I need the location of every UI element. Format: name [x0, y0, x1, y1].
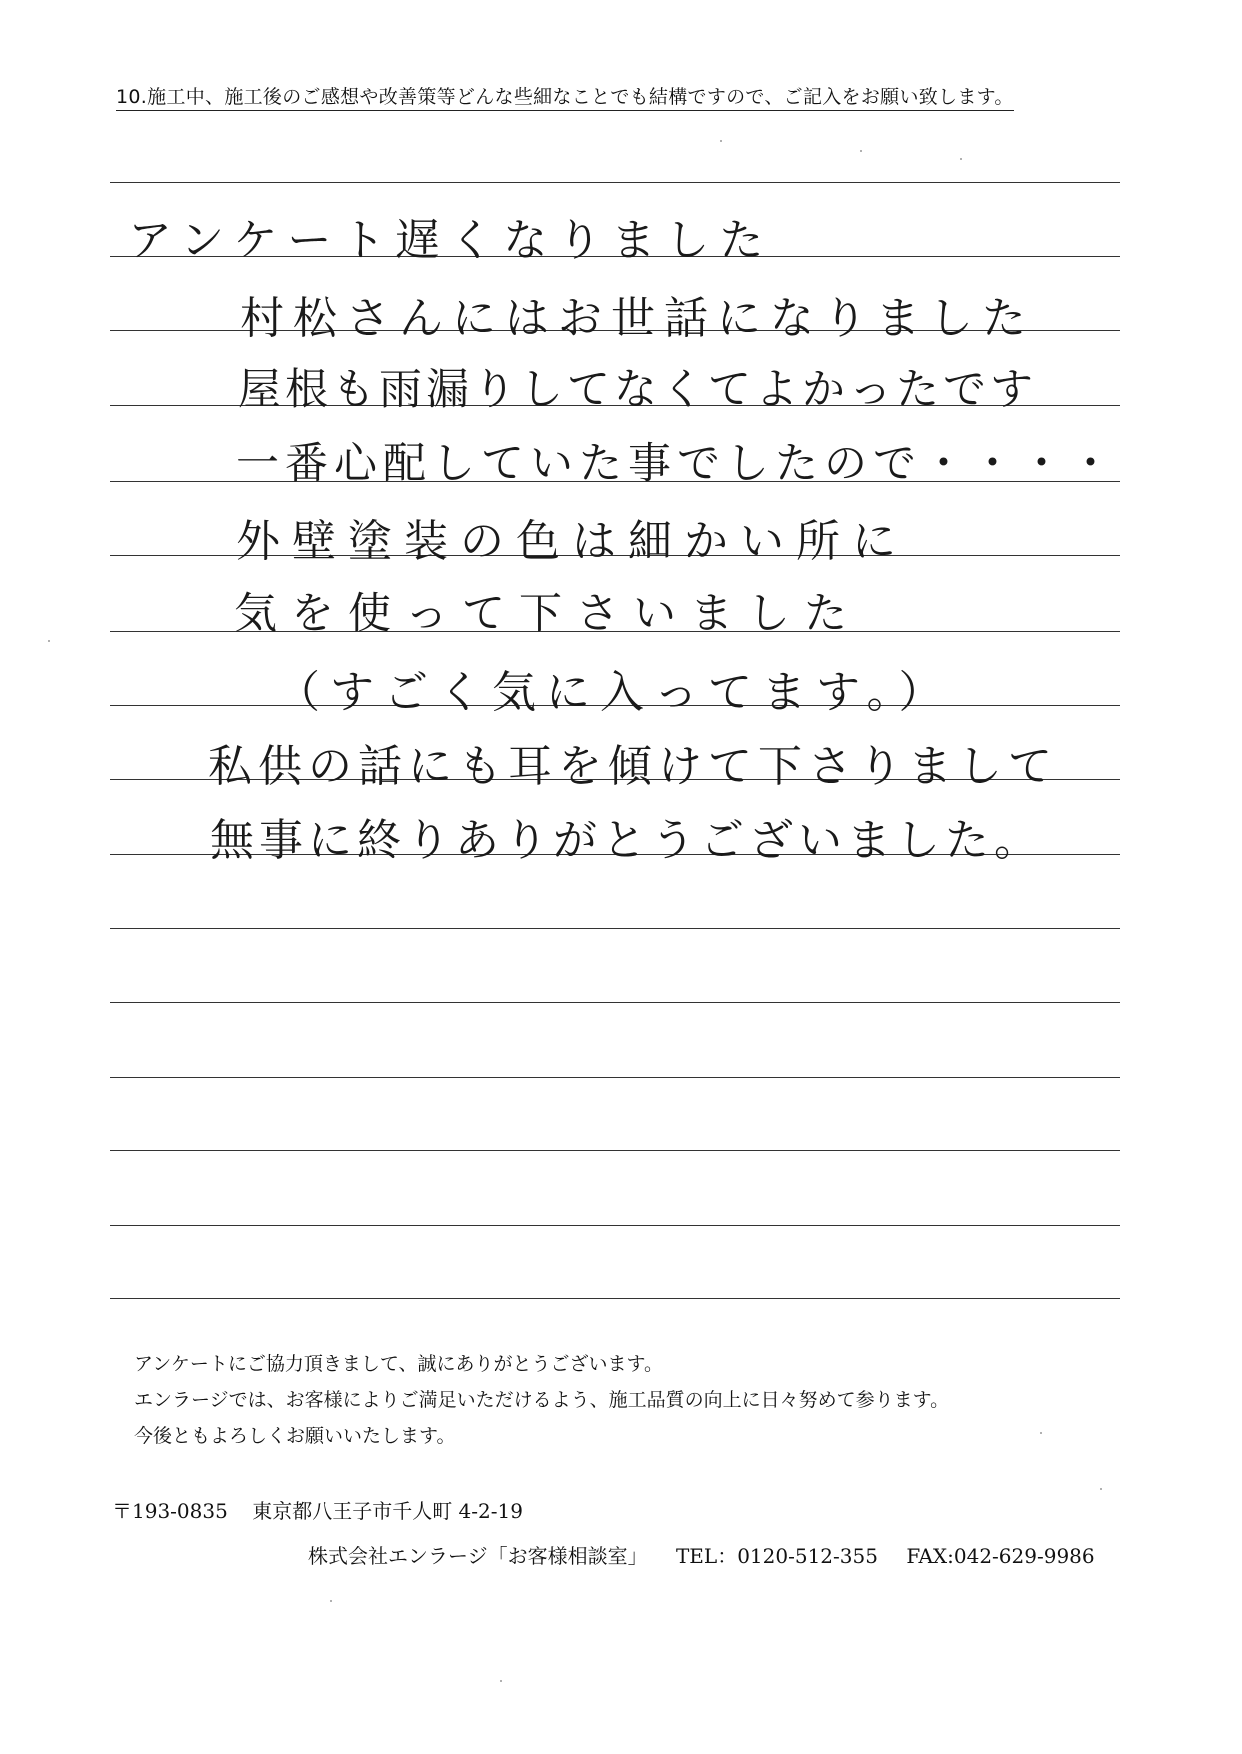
scan-speck	[48, 640, 50, 642]
survey-question: 10.施工中、施工後のご感想や改善策等どんな些細なことでも結構ですので、ご記入をお願い致します。	[116, 82, 1014, 111]
ruled-line	[110, 1002, 1120, 1003]
scan-speck	[330, 1600, 332, 1602]
handwritten-line: 無事に終りありがとうございました。	[210, 815, 1043, 866]
handwritten-line: （すごく気に入ってます。）	[276, 667, 953, 718]
scan-speck	[860, 150, 862, 152]
company-address	[112, 1495, 523, 1524]
scan-speck	[720, 140, 722, 142]
handwritten-line: 屋根も雨漏りしてなくてよかったです	[238, 365, 1037, 415]
ruled-line	[110, 1077, 1120, 1078]
closing-line: 今後ともよろしくお願いいたします。	[134, 1425, 456, 1447]
closing-line: エンラージでは、お客様によりご満足いただけるよう、施工品質の向上に日々努めて参ります。	[134, 1389, 950, 1411]
handwritten-line: 一番心配していた事でしたので・・・・	[236, 439, 1118, 489]
company-contact	[308, 1540, 1095, 1569]
phone-number: TEL：0120-512-355	[675, 1544, 878, 1568]
postal-code: 〒193-0835	[112, 1499, 228, 1523]
ruled-line	[110, 928, 1120, 929]
handwritten-line: 気を使って下さいました	[234, 589, 861, 639]
closing-message	[134, 1346, 949, 1454]
handwritten-line: 外壁塗装の色は細かい所に	[236, 516, 908, 567]
street-address: 東京都八王子市千人町 4-2-19	[252, 1499, 523, 1523]
ruled-line	[110, 1298, 1120, 1299]
handwritten-line: 私供の話にも耳を傾けて下さりまして	[208, 741, 1058, 792]
closing-line: アンケートにご協力頂きまして、誠にありがとうございます。	[134, 1353, 663, 1375]
scan-speck	[500, 1680, 502, 1682]
scan-speck	[1040, 1432, 1042, 1434]
scan-speck	[1100, 1488, 1102, 1490]
scan-speck	[960, 158, 962, 160]
ruled-line	[110, 1150, 1120, 1151]
handwritten-line: アンケート遅くなりました	[128, 215, 774, 266]
company-name: 株式会社エンラージ「お客様相談室」	[308, 1544, 648, 1568]
ruled-line	[110, 1225, 1120, 1226]
handwritten-line: 村松さんにはお世話になりました	[240, 293, 1035, 344]
fax-number: FAX:042-629-9986	[906, 1544, 1095, 1568]
ruled-line	[110, 182, 1120, 183]
